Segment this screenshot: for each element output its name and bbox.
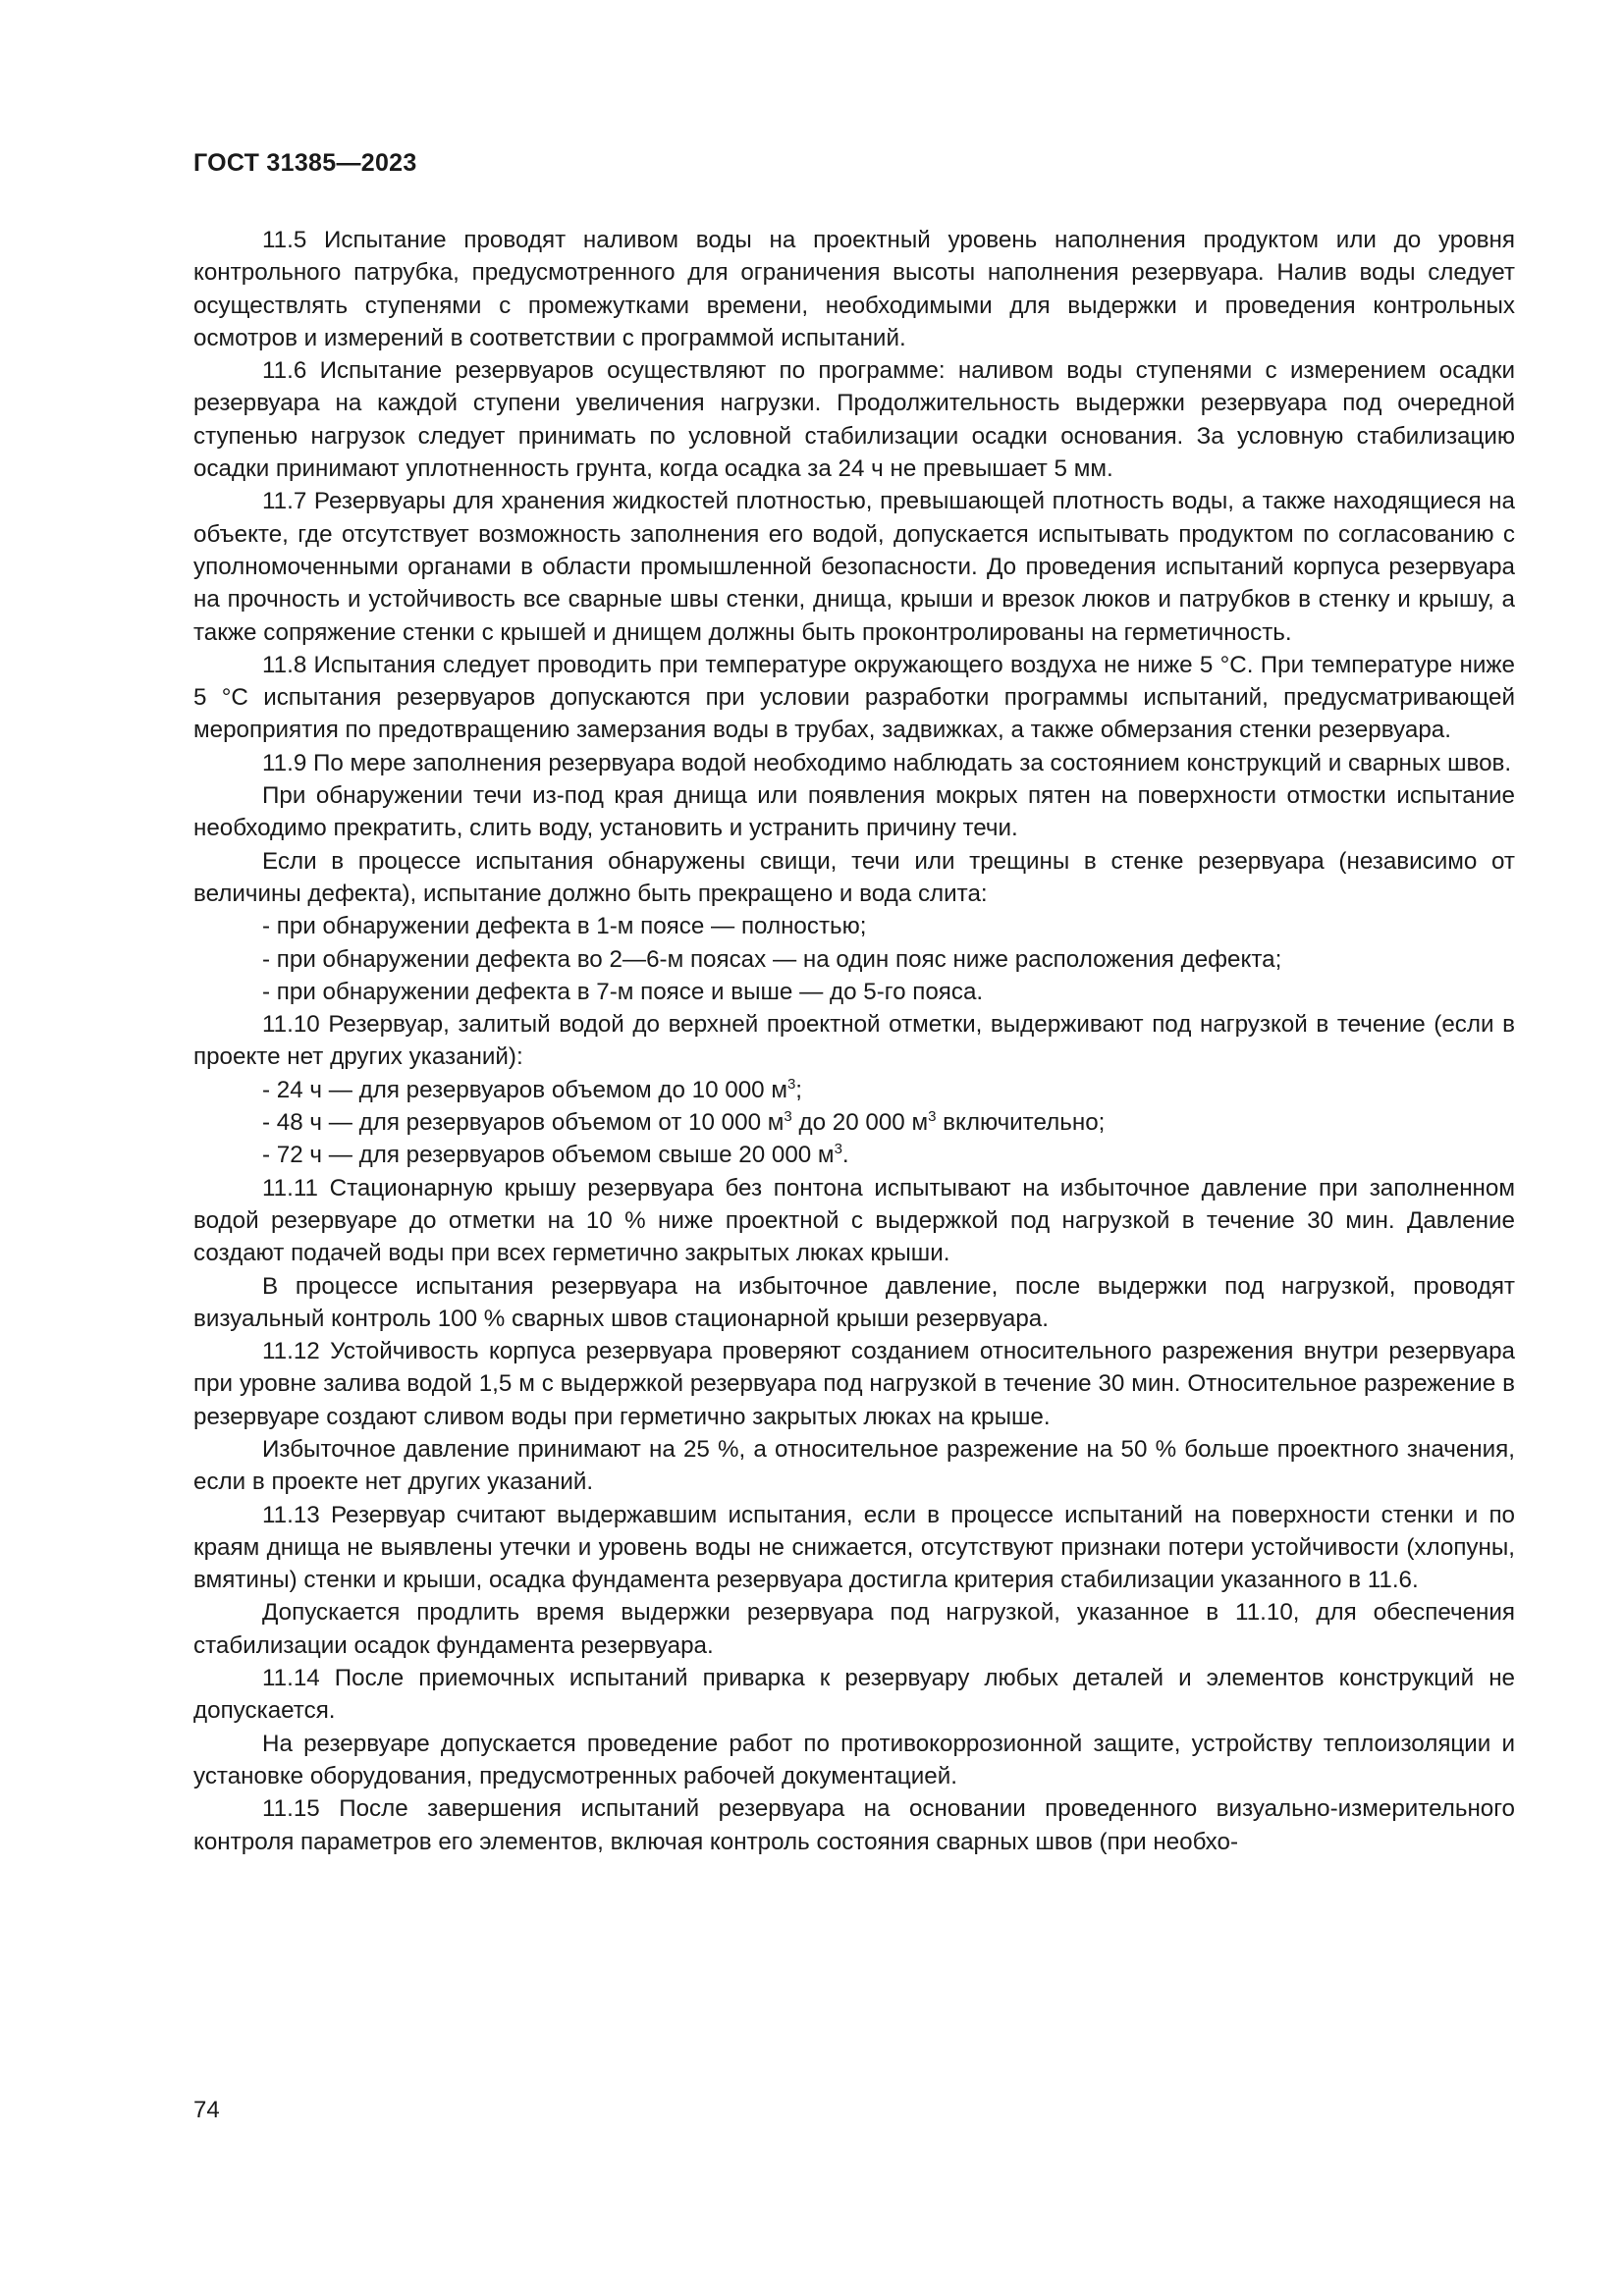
paragraph-11-11: 11.11 Стационарную крышу резервуара без понтона испытывают на избыточное давление при заполненном водой резервуаре до отметки на 10 % ниже проектной с выдержкой под нагрузкой в течение 30 мин. Давление создают подачей воды при всех герметично закрытых люках крыши. (193, 1174, 1515, 1267)
paragraph-11-13: 11.13 Резервуар считают выдержавшим испытания, если в процессе испытаний на поверхности стенки и по краям днища не выявлены утечки и уровень воды не снижается, отсутствуют признаки потери устойчивости (хлопуны, вмятины) стенки и крыши, осадка фундамента резервуара достигла критерия стабилизации указанного в 11.6. (193, 1501, 1515, 1594)
list-item: - 72 ч — для резервуаров объемом свыше 20 000 $м^3$. (262, 1141, 849, 1169)
paragraph-11-15: 11.15 После завершения испытаний резервуара на основании проведенного визуально-измерительного контроля параметров его элементов, включая контроль состояния сварных швов (при необхо- (193, 1795, 1515, 1855)
paragraph-11-8: 11.8 Испытания следует проводить при температуре окружающего воздуха не ниже 5 °С. При температуре ниже 5 °С испытания резервуаров допускаются при условии разработки программы испытаний, предусматривающей мероприятия по предотвращению замерзания воды в трубах, задвижках, а также обмерзания стенки резервуара. (193, 651, 1515, 744)
list-item: - 48 ч — для резервуаров объемом от 10 000 $м^3$ до 20 000 $м^3$ включительно; (262, 1107, 1106, 1137)
paragraph-11-10: 11.10 Резервуар, залитый водой до верхней проектной отметки, выдерживают под нагрузкой в течение (если в проекте нет других указаний): (193, 1011, 1515, 1071)
list-item: - при обнаружении дефекта в 7-м поясе и выше — до 5-го пояса. (262, 978, 984, 1005)
paragraph-allowed-works: На резервуаре допускается проведение работ по противокоррозионной защите, устройству теплоизоляции и установке оборудования, предусмотренных рабочей документацией. (193, 1730, 1515, 1789)
document-header: ГОСТ 31385—2023 (193, 149, 417, 177)
paragraph-11-7: 11.7 Резервуары для хранения жидкостей плотностью, превышающей плотность воды, а также находящиеся на объекте, где отсутствует возможность заполнения его водой, допускается испытывать продуктом по согласованию с уполномоченными органами в области промышленной безопасности. До проведения испытаний корпуса резервуара на прочность и устойчивость все сварные швы стенки, днища, крыши и врезок люков и патрубков в стенку и крышу, а также сопряжение стенки с крышей и днищем должны быть проконтролированы на герметичность. (193, 488, 1515, 646)
paragraph-11-12: 11.12 Устойчивость корпуса резервуара проверяют созданием относительного разрежения внутри резервуара при уровне залива водой 1,5 м с выдержкой резервуара под нагрузкой в течение 30 мин. Относительное разрежение в резервуаре создают сливом воды при герметично закрытых люках на крыше. (193, 1338, 1515, 1430)
superscript-three: 3 (834, 1141, 842, 1158)
paragraph-11-5: 11.5 Испытание проводят наливом воды на проектный уровень наполнения продуктом или до уровня контрольного патрубка, предусмотренного для ограничения высоты наполнения резервуара. Налив воды следует осуществлять ступенями с промежутками времени, необходимыми для выдержки и проведения контрольных осмотров и измерений в соответствии с программой испытаний. (193, 227, 1515, 351)
list-item: - 24 ч — для резервуаров объемом до 10 000 $м^3$; (262, 1075, 803, 1103)
superscript-three: 3 (784, 1107, 792, 1125)
paragraph-11-9: 11.9 По мере заполнения резервуара водой необходимо наблюдать за состоянием конструкций и сварных швов. (262, 749, 1512, 776)
paragraph-defect-procedure: Если в процессе испытания обнаружены свищи, течи или трещины в стенке резервуара (независимо от величины дефекта), испытание должно быть прекращено и вода слита: (193, 847, 1515, 907)
paragraph-leak-procedure: При обнаружении течи из-под края днища или появления мокрых пятен на поверхности отмостки испытание необходимо прекратить, слить воду, установить и устранить причину течи. (193, 782, 1515, 842)
paragraph-pressure-values: Избыточное давление принимают на 25 %, а относительное разрежение на 50 % больше проектного значения, если в проекте нет других указаний. (193, 1435, 1515, 1496)
paragraph-overpressure-inspection: В процессе испытания резервуара на избыточное давление, после выдержки под нагрузкой, проводят визуальный контроль 100 % сварных швов стационарной крыши резервуара. (193, 1272, 1515, 1332)
paragraph-hold-extension: Допускается продлить время выдержки резервуара под нагрузкой, указанное в 11.10, для обеспечения стабилизации осадок фундамента резервуара. (193, 1599, 1515, 1659)
list-item: - при обнаружении дефекта в 1-м поясе — полностью; (262, 913, 867, 940)
paragraph-11-14: 11.14 После приемочных испытаний приварка к резервуару любых деталей и элементов конструкций не допускается. (193, 1665, 1515, 1725)
page-number: 74 (193, 2097, 220, 2123)
superscript-three: 3 (786, 1075, 796, 1093)
superscript-three: 3 (928, 1107, 937, 1125)
paragraph-11-6: 11.6 Испытание резервуаров осуществляют по программе: наливом воды ступенями с измерением осадки резервуара на каждой ступени увеличения нагрузки. Продолжительность выдержки резервуара под очередной ступенью нагрузок следует принимать по условной стабилизации осадки основания. За условную стабилизацию осадки принимают уплотненность грунта, когда осадка за 24 ч не превышает 5 мм. (193, 357, 1515, 483)
list-item: - при обнаружении дефекта во 2—6-м поясах — на один пояс ниже расположения дефекта; (262, 945, 1282, 973)
document-body (193, 224, 1515, 1858)
